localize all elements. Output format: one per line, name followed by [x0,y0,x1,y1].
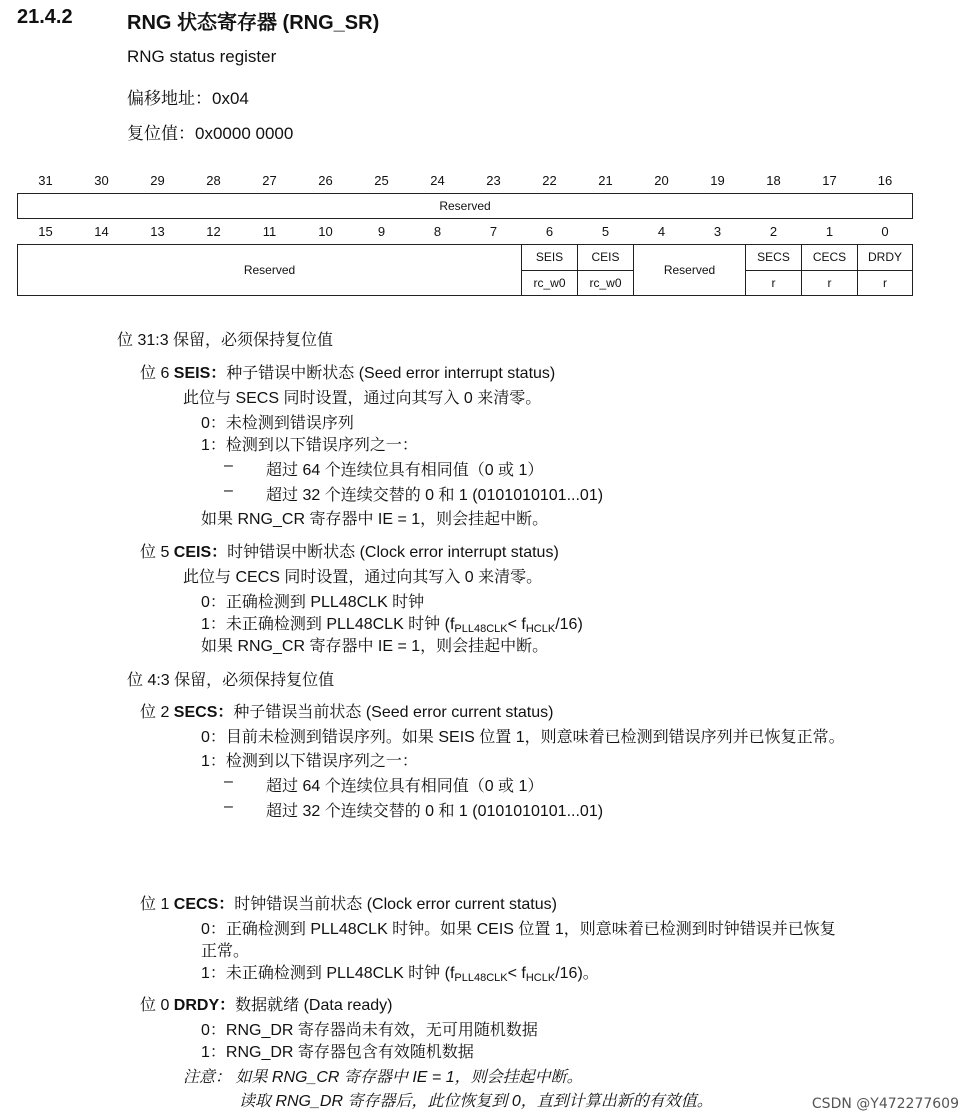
bit1-name: CECS： [173,896,235,913]
bit6-label: 位 6 [140,365,174,382]
bit5-label: 位 5 [140,544,174,561]
bit-number: 5 [601,223,610,239]
bit-number: 16 [877,172,893,188]
bit-number: 22 [542,172,557,188]
bit1-title: 时钟错误当前状态 (Clock error current status) [234,896,557,913]
bit6-dash1: 超过 64 个连续位具有相同值（0 或 1） [266,462,544,479]
bit-number: 18 [766,172,781,188]
bit5-title: 时钟错误中断状态 (Clock error interrupt status) [227,544,559,561]
reserved-cell-mid: Reserved [634,245,746,296]
subscript-pll48clk: PLL48CLK [454,972,508,984]
field-drdy-access: r [858,270,913,296]
bit5-line3-text: 1：未正确检测到 PLL48CLK 时钟 (f [201,616,455,633]
bit5-line3-mid: < f [507,616,526,633]
bit0-note2: 读取 RNG_DR 寄存器后，此位恢复到 0，直到计算出新的有效值。 [239,1093,713,1110]
bit1-line2-mid: < f [507,965,526,982]
bit5-heading [140,539,559,562]
bit-number: 24 [430,172,445,188]
bit6-heading [140,360,555,383]
bit2-dash1: 超过 64 个连续位具有相同值（0 或 1） [266,778,544,795]
bit1-line2-post: /16)。 [555,965,599,982]
register-subtitle: RNG status register [127,47,277,66]
bit5-name: CEIS： [173,544,228,561]
bit0-title: 数据就绪 (Data ready) [235,997,393,1014]
reserved-cell-upper: Reserved [18,194,913,219]
field-ceis-name: CEIS [578,245,634,271]
bit-number: 25 [374,172,389,188]
field-seis-name: SEIS [522,245,578,271]
bit1-line1b: 正常。 [201,943,250,960]
bit5-line3-post: /16) [555,616,583,633]
bit2-line2: 1：检测到以下错误序列之一： [201,753,418,770]
bit-number: 17 [822,172,837,188]
bit-number: 9 [377,223,386,239]
field-secs-name: SECS [746,245,802,271]
bit-number: 13 [150,223,165,239]
register-upper [17,167,913,219]
bit6-line4: 如果 RNG_CR 寄存器中 IE = 1，则会挂起中断。 [201,511,549,528]
bits-31-3-desc: 位 31:3 保留，必须保持复位值 [117,332,334,349]
bit6-name: SEIS： [173,365,227,382]
bit0-heading [140,992,393,1015]
bit-number: 26 [318,172,333,188]
dash-marker: – [224,798,233,815]
reserved-cell-low: Reserved [18,245,522,296]
bit-number: 27 [262,172,277,188]
field-ceis-access: rc_w0 [578,270,634,296]
bit2-dash2: 超过 32 个连续交替的 0 和 1 (0101010101...01) [266,803,604,820]
bit1-line2-text: 1：未正确检测到 PLL48CLK 时钟 (f [201,965,455,982]
bit-number: 14 [94,223,109,239]
bit5-line4: 如果 RNG_CR 寄存器中 IE = 1，则会挂起中断。 [201,638,549,655]
bit5-line1: 此位与 CECS 同时设置，通过向其写入 0 来清零。 [183,569,543,586]
bit6-line2: 0：未检测到错误序列 [201,415,354,432]
offset-address: 偏移地址：0x04 [127,89,249,108]
bit5-line2: 0：正确检测到 PLL48CLK 时钟 [201,594,425,611]
bit1-line1a: 0：正确检测到 PLL48CLK 时钟。如果 CEIS 位置 1，则意味着已检测到时钟错误并已恢复 [201,921,836,938]
field-seis-access: rc_w0 [522,270,578,296]
bits-4-3-desc: 位 4:3 保留，必须保持复位值 [127,672,335,689]
register-lower [17,218,913,296]
section-number: 21.4.2 [17,6,73,28]
bit2-heading [140,699,553,722]
bit6-dash2: 超过 32 个连续交替的 0 和 1 (0101010101...01) [266,487,604,504]
bit-number: 7 [489,223,498,239]
bit-number: 28 [206,172,221,188]
bit-number: 31 [38,172,53,188]
bit0-note1: 注意： 如果 RNG_CR 寄存器中 IE = 1，则会挂起中断。 [183,1069,583,1086]
subscript-hclk: HCLK [525,972,556,984]
subscript-pll48clk: PLL48CLK [454,623,508,635]
subscript-hclk: HCLK [525,623,556,635]
bit6-line3: 1：检测到以下错误序列之一： [201,437,418,454]
bit0-label: 位 0 [140,997,174,1014]
bit6-line1: 此位与 SECS 同时设置，通过向其写入 0 来清零。 [183,390,542,407]
bit-number: 20 [654,172,669,188]
bit-number: 3 [713,223,722,239]
bit1-heading [140,891,557,914]
bit-number: 12 [206,223,221,239]
bit-number: 6 [545,223,554,239]
bit-number: 11 [262,223,277,239]
bit6-title: 种子错误中断状态 (Seed error interrupt status) [226,365,556,382]
bit-number: 8 [433,223,442,239]
reset-value: 复位值：0x0000 0000 [127,124,294,143]
bit-number: 30 [94,172,109,188]
bit2-line1: 0：目前未检测到错误序列。如果 SEIS 位置 1，则意味着已检测到错误序列并已恢复正常。 [201,729,845,746]
section-title: RNG 状态寄存器 (RNG_SR) [127,12,380,34]
bit-number: 29 [150,172,165,188]
bit1-line2 [201,960,599,983]
dash-marker: – [224,773,233,790]
field-drdy-name: DRDY [858,245,913,271]
field-secs-access: r [746,270,802,296]
bit-number: 15 [38,223,53,239]
bit-number: 4 [657,223,666,239]
bit-number: 2 [769,223,778,239]
field-cecs-access: r [802,270,858,296]
bit0-name: DRDY： [173,997,236,1014]
bit0-line2: 1：RNG_DR 寄存器包含有效随机数据 [201,1044,474,1061]
lower-bit-numbers [18,218,913,245]
bit2-label: 位 2 [140,704,174,721]
bit-number: 1 [825,223,834,239]
upper-bit-numbers [18,167,913,194]
bit0-line1: 0：RNG_DR 寄存器尚未有效，无可用随机数据 [201,1022,538,1039]
bit-number: 21 [598,172,613,188]
bit5-line3 [201,611,583,634]
bit-number: 10 [318,223,333,239]
dash-marker: – [224,457,233,474]
field-cecs-name: CECS [802,245,858,271]
bit-number: 23 [486,172,501,188]
dash-marker: – [224,482,233,499]
bit1-label: 位 1 [140,896,174,913]
bit2-name: SECS： [173,704,234,721]
bit2-title: 种子错误当前状态 (Seed error current status) [233,704,554,721]
bit-number: 0 [881,223,889,239]
bit-number: 19 [710,172,725,188]
watermark: CSDN @Y472277609 [811,1096,959,1112]
